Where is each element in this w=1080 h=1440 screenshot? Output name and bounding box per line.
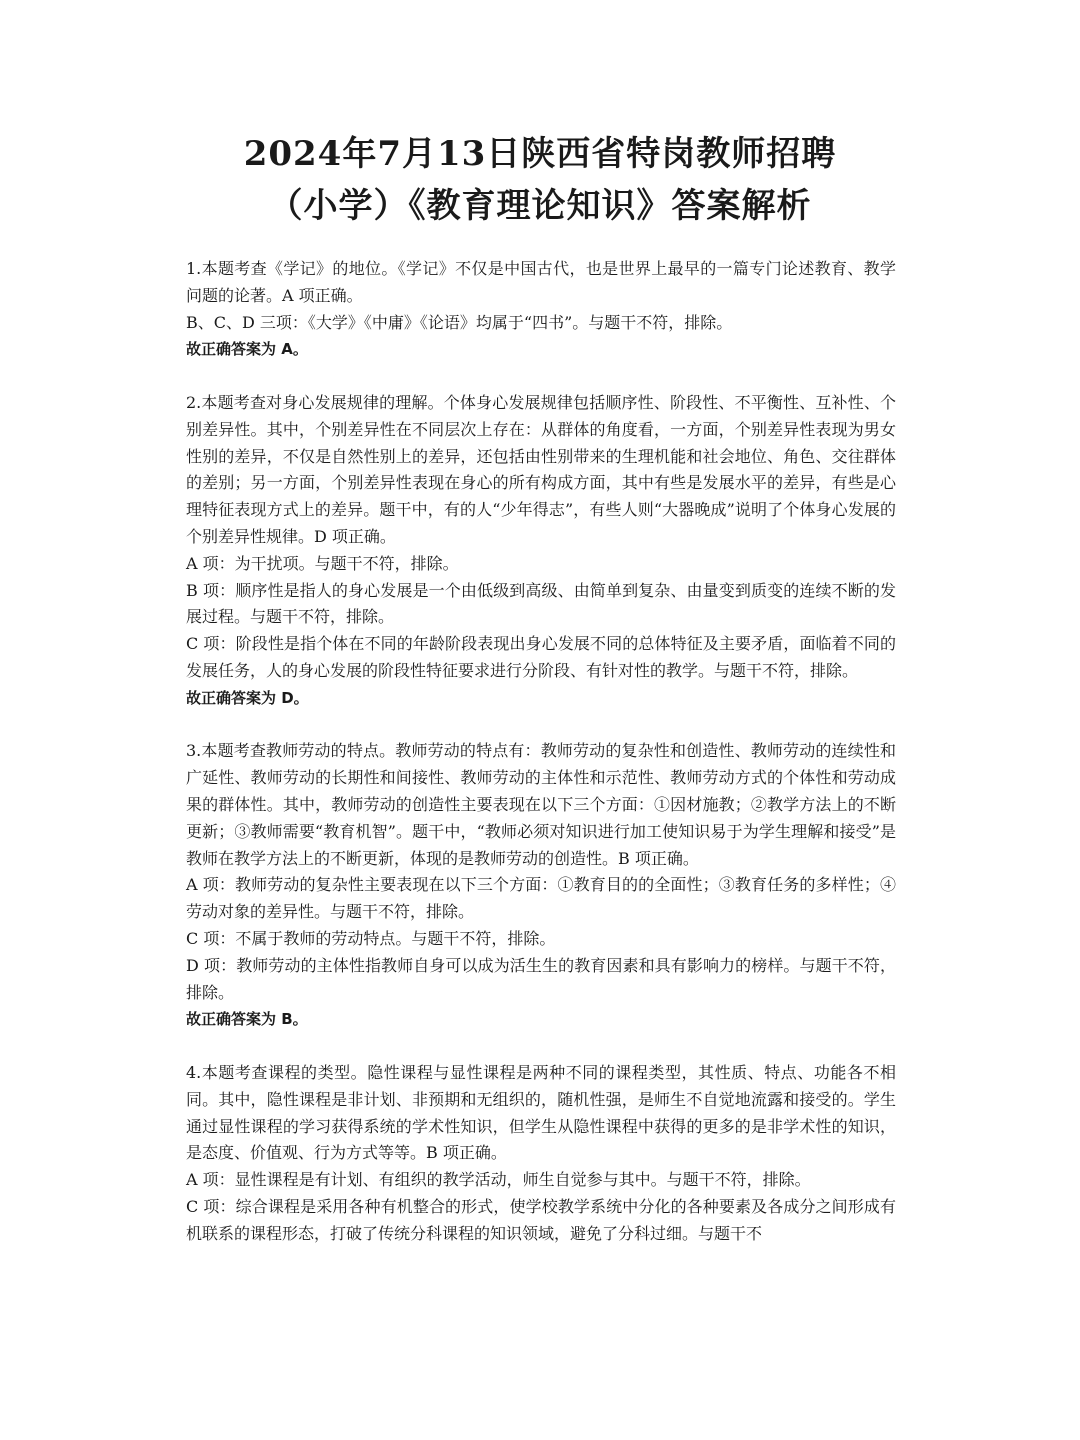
paragraph: A 项：教师劳动的复杂性主要表现在以下三个方面：①教育目的的全面性；③教育任务的多样性；④劳动对象的差异性。与题干不符，排除。 xyxy=(186,875,896,922)
paragraph: C 项：不属于教师的劳动特点。与题干不符，排除。 xyxy=(186,928,556,948)
paragraph: 3.本题考查教师劳动的特点。教师劳动的特点有：教师劳动的复杂性和创造性、教师劳动的连续性和广延性、教师劳动的长期性和间接性、教师劳动的主体性和示范性、教师劳动方式的个体性和劳动成果的群体性。其中，教师劳动的创造性主要表现在以下三个方面：①因材施教；②教学方法上的不断更新；③教师需要“教育机智”。题干中，“教师必须对知识进行加工使知识易于为学生理解和接受”是教师在教学方法上的不断更新，体现的是教师劳动的创造性。B 项正确。 xyxy=(186,741,896,868)
paragraph: C 项：阶段性是指个体在不同的年龄阶段表现出身心发展不同的总体特征及主要矛盾，面临着不同的发展任务，人的身心发展的阶段性特征要求进行分阶段、有针对性的教学。与题干不符，排除。 xyxy=(186,634,896,680)
question-2-explanation xyxy=(186,390,896,712)
title-line-1: 2024年7月13日陕西省特岗教师招聘 xyxy=(243,134,837,174)
paragraph: C 项：综合课程是采用各种有机整合的形式，使学校教学系统中分化的各种要素及各成分之间形成有机联系的课程形态，打破了传统分科课程的知识领域，避免了分科过细。与题干不 xyxy=(186,1196,896,1243)
answer-line: 故正确答案为 A。 xyxy=(186,340,308,359)
document-body xyxy=(186,256,896,1274)
question-4-explanation xyxy=(186,1060,896,1248)
paragraph: 2.本题考查对身心发展规律的理解。个体身心发展规律包括顺序性、阶段性、不平衡性、互补性、个别差异性。其中，个别差异性在不同层次上存在：从群体的角度看，一方面，个别差异性表现为男女性别的差异，不仅是自然性别上的差异，还包括由性别带来的生理机能和社会地位、角色、交往群体的差别；另一方面，个别差异性表现在身心的所有构成方面，其中有些是发展水平的差异，有些是心理特征表现方式上的差异。题干中，有的人“少年得志”，有些人则“大器晚成”说明了个体身心发展的个别差异性规律。D 项正确。 xyxy=(186,392,896,546)
answer-line: 故正确答案为 D。 xyxy=(186,688,309,707)
answer-line: 故正确答案为 B。 xyxy=(186,1010,308,1029)
paragraph: B、C、D 三项：《大学》《中庸》《论语》均属于“四书”。与题干不符，排除。 xyxy=(186,312,733,332)
paragraph: A 项：为干扰项。与题干不符，排除。 xyxy=(186,553,459,573)
question-3-explanation xyxy=(186,738,896,1033)
paragraph: B 项：顺序性是指人的身心发展是一个由低级到高级、由简单到复杂、由量变到质变的连续不断的发展过程。与题干不符，排除。 xyxy=(186,580,896,627)
paragraph: 1.本题考查《学记》的地位。《学记》不仅是中国古代，也是世界上最早的一篇专门论述教育、教学问题的论著。A 项正确。 xyxy=(186,259,896,305)
question-1-explanation xyxy=(186,256,896,363)
document-title xyxy=(0,128,1080,232)
paragraph: D 项：教师劳动的主体性指教师自身可以成为活生生的教育因素和具有影响力的榜样。与题干不符，排除。 xyxy=(186,955,896,1002)
title-line-2: （小学）《教育理论知识》答案解析 xyxy=(268,186,812,226)
paragraph: 4.本题考查课程的类型。隐性课程与显性课程是两种不同的课程类型，其性质、特点、功能各不相同。其中，隐性课程是非计划、非预期和无组织的，随机性强，是师生不自觉地流露和接受的。学生通过显性课程的学习获得系统的学术性知识，但学生从隐性课程中获得的更多的是非学术性的知识，是态度、价值观、行为方式等等。B 项正确。 xyxy=(186,1062,896,1163)
paragraph: A 项：显性课程是有计划、有组织的教学活动，师生自觉参与其中。与题干不符，排除。 xyxy=(186,1170,811,1190)
